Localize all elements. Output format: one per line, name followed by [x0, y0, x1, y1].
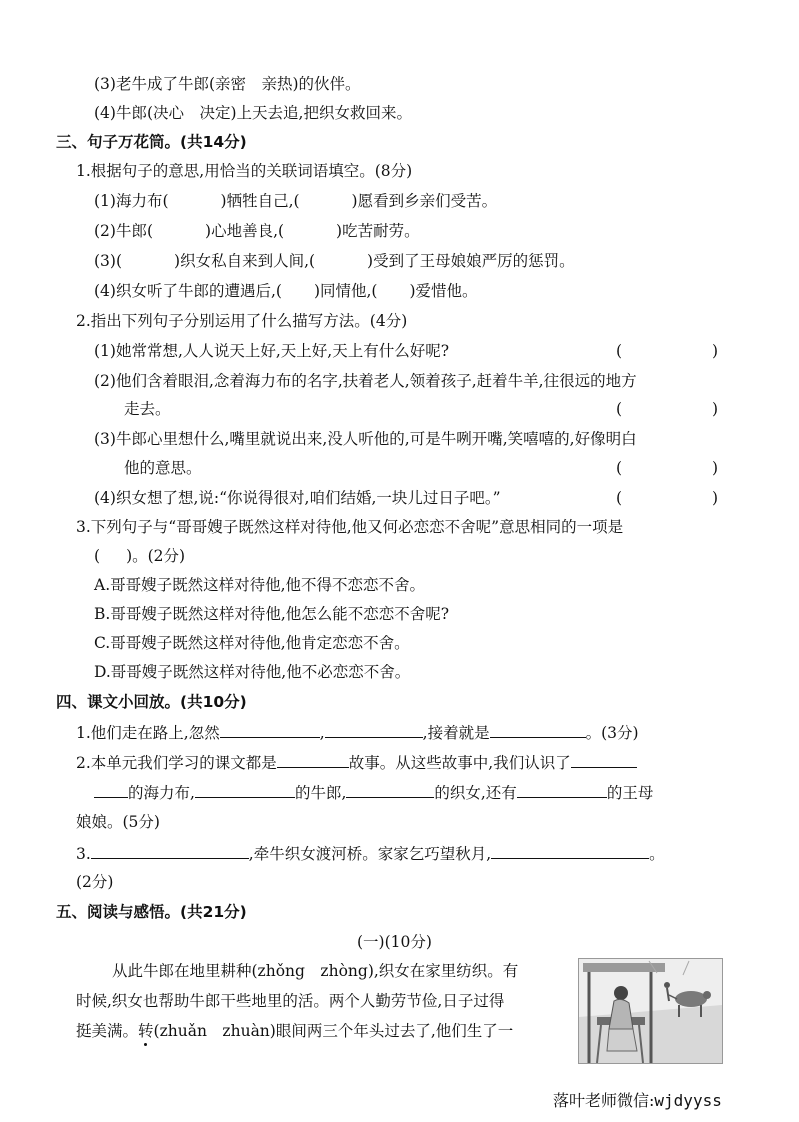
s3-q1-title: 1.根据句子的意思,用恰当的关联词语填空。(8分): [76, 162, 413, 180]
answer-paren-close: ): [712, 459, 719, 477]
s3-q2-item2: (2)他们含着眼泪,念着海力布的名字,扶着老人,领着孩子,赶着牛羊,往很远的地方: [94, 372, 637, 390]
answer-paren-close: ): [712, 400, 719, 418]
part2-q4: (4)牛郎(决心 决定)上天去追,把织女救回来。: [94, 104, 412, 122]
s4-q2-cont: 的海力布, 的牛郎, 的织女,还有 的王母: [94, 781, 653, 804]
answer-paren-close: ): [712, 489, 719, 507]
illustration-image: [578, 958, 723, 1064]
s4-q3: 3. ,牵牛织女渡河桥。家家乞巧望秋月, 。: [76, 842, 665, 865]
option-b: B.哥哥嫂子既然这样对待他,他怎么能不恋恋不舍呢?: [94, 605, 450, 623]
section-5-title: 五、阅读与感悟。(共21分): [56, 903, 247, 921]
reading-line-2: 时候,织女也帮助牛郎干些地里的活。两个人勤劳节俭,日子过得: [76, 992, 505, 1010]
s4-q2: 2.本单元我们学习的课文都是 故事。从这些故事中,我们认识了: [76, 751, 637, 774]
s3-q2-title: 2.指出下列句子分别运用了什么描写方法。(4分): [76, 312, 408, 330]
s3-q3-title: 3.下列句子与“哥哥嫂子既然这样对待他,他又何必恋恋不舍呢”意思相同的一项是: [76, 518, 624, 536]
s3-q2-item2-cont: 走去。: [124, 400, 171, 418]
s4-q2-end: 娘娘。(5分): [76, 813, 160, 831]
s4-q1: 1.他们走在路上,忽然 , ,接着就是 。(3分): [76, 721, 639, 744]
reading-subtitle: (一)(10分): [357, 933, 432, 951]
section-3-title: 三、句子万花筒。(共14分): [56, 133, 247, 151]
s3-q2-item1: (1)她常常想,人人说天上好,天上好,天上有什么好呢?: [94, 342, 450, 360]
answer-paren-open: (: [616, 342, 623, 360]
answer-paren-open: (: [616, 459, 623, 477]
watermark: 落叶老师微信:wjdyyss: [553, 1091, 722, 1110]
reading-line-1: 从此牛郎在地里耕种(zhǒng zhòng),织女在家里纺织。有: [112, 962, 519, 980]
s3-q3-answer: ( )。(2分): [94, 547, 186, 565]
s3-q2-item3-cont: 他的意思。: [124, 459, 202, 477]
section-4-title: 四、课文小回放。(共10分): [56, 693, 247, 711]
s3-q1-item1: (1)海力布( )牺牲自己,( )愿看到乡亲们受苦。: [94, 192, 498, 210]
s3-q1-item3: (3)( )织女私自来到人间,( )受到了王母娘娘严厉的惩罚。: [94, 252, 575, 270]
answer-paren-open: (: [616, 400, 623, 418]
s4-q3-score: (2分): [76, 873, 114, 891]
part2-q3: (3)老牛成了牛郎(亲密 亲热)的伙伴。: [94, 75, 361, 93]
s3-q2-item4: (4)织女想了想,说:“你说得很对,咱们结婚,一块儿过日子吧。”: [94, 489, 501, 507]
s3-q1-item2: (2)牛郎( )心地善良,( )吃苦耐劳。: [94, 222, 420, 240]
answer-paren-open: (: [616, 489, 623, 507]
answer-paren-close: ): [712, 342, 719, 360]
option-c: C.哥哥嫂子既然这样对待他,他肯定恋恋不舍。: [94, 634, 410, 652]
reading-line-3: 挺美满。转(zhuǎn zhuàn)眼间两三个年头过去了,他们生了一: [76, 1022, 514, 1040]
s3-q2-item3: (3)牛郎心里想什么,嘴里就说出来,没人听他的,可是牛咧开嘴,笑嘻嘻的,好像明白: [94, 430, 637, 448]
option-a: A.哥哥嫂子既然这样对待他,他不得不恋恋不舍。: [94, 576, 426, 594]
weaving-scene-icon: [579, 959, 722, 1063]
s3-q1-item4: (4)织女听了牛郎的遭遇后,( )同情他,( )爱惜他。: [94, 282, 478, 300]
option-d: D.哥哥嫂子既然这样对待他,他不必恋恋不舍。: [94, 663, 411, 681]
